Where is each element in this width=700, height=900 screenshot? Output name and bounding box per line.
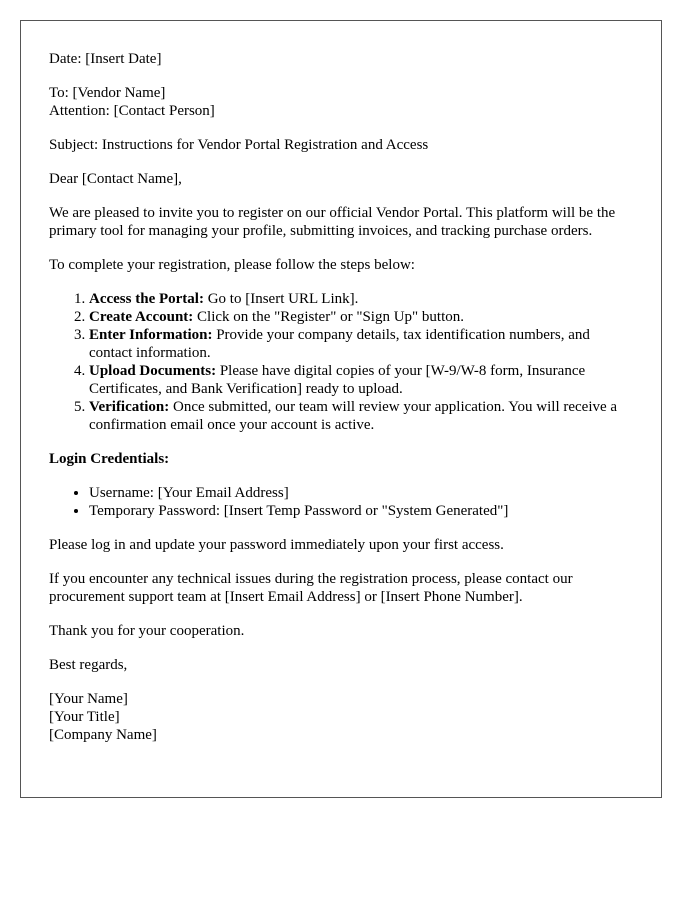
thanks-line: Thank you for your cooperation.: [49, 623, 245, 639]
registration-steps-list: [49, 290, 633, 434]
step-text: Provide your company details, tax identification numbers, and contact information.: [89, 327, 590, 361]
signature-company: [Company Name]: [49, 727, 157, 743]
attention-line: Attention: [Contact Person]: [49, 103, 215, 119]
recipient-block: [49, 84, 633, 120]
step-title: Access the Portal:: [89, 291, 204, 307]
signature-block: [49, 690, 633, 744]
step-item: [89, 326, 633, 362]
step-text: Click on the "Register" or "Sign Up" button.: [193, 309, 465, 325]
step-title: Enter Information:: [89, 327, 213, 343]
credentials-heading: [49, 450, 633, 468]
support-paragraph: If you encounter any technical issues during the registration process, please contact our procurement support team at [Insert Email Address] or [Insert Phone Number].: [49, 571, 573, 605]
intro-paragraph: We are pleased to invite you to register on our official Vendor Portal. This platform will be the primary tool for managing your profile, submitting invoices, and tracking purchase orders.: [49, 205, 616, 239]
date-line: Date: [Insert Date]: [49, 51, 162, 67]
credential-username: • Username: [Your Email Address]: [89, 484, 633, 502]
credentials-heading-text: Login Credentials:: [49, 451, 170, 467]
password-note: Please log in and update your password immediately upon your first access.: [49, 537, 504, 553]
step-item: [89, 308, 633, 326]
salutation: Dear [Contact Name],: [49, 171, 182, 187]
step-item: [89, 290, 633, 308]
step-item: [89, 398, 633, 434]
signature-title: [Your Title]: [49, 709, 120, 725]
step-title: Create Account:: [89, 309, 194, 325]
step-text: Please have digital copies of your [W-9/W-8 form, Insurance Certificates, and Bank Verification] ready to upload.: [89, 363, 586, 397]
letter-document: [20, 20, 662, 798]
step-title: Verification:: [89, 399, 170, 415]
to-line: To: [Vendor Name]: [49, 85, 166, 101]
step-title: Upload Documents:: [89, 363, 217, 379]
step-item: [89, 362, 633, 398]
credential-password: • Temporary Password: [Insert Temp Password or "System Generated"]: [89, 502, 633, 520]
credentials-list: [49, 484, 633, 520]
closing: Best regards,: [49, 657, 128, 673]
step-text: Go to [Insert URL Link].: [203, 291, 359, 307]
steps-intro: To complete your registration, please follow the steps below:: [49, 257, 415, 273]
signature-name: [Your Name]: [49, 691, 128, 707]
step-text: Once submitted, our team will review your application. You will receive a confirmation email once your account is active.: [89, 399, 618, 433]
subject-line: Subject: Instructions for Vendor Portal Registration and Access: [49, 137, 429, 153]
